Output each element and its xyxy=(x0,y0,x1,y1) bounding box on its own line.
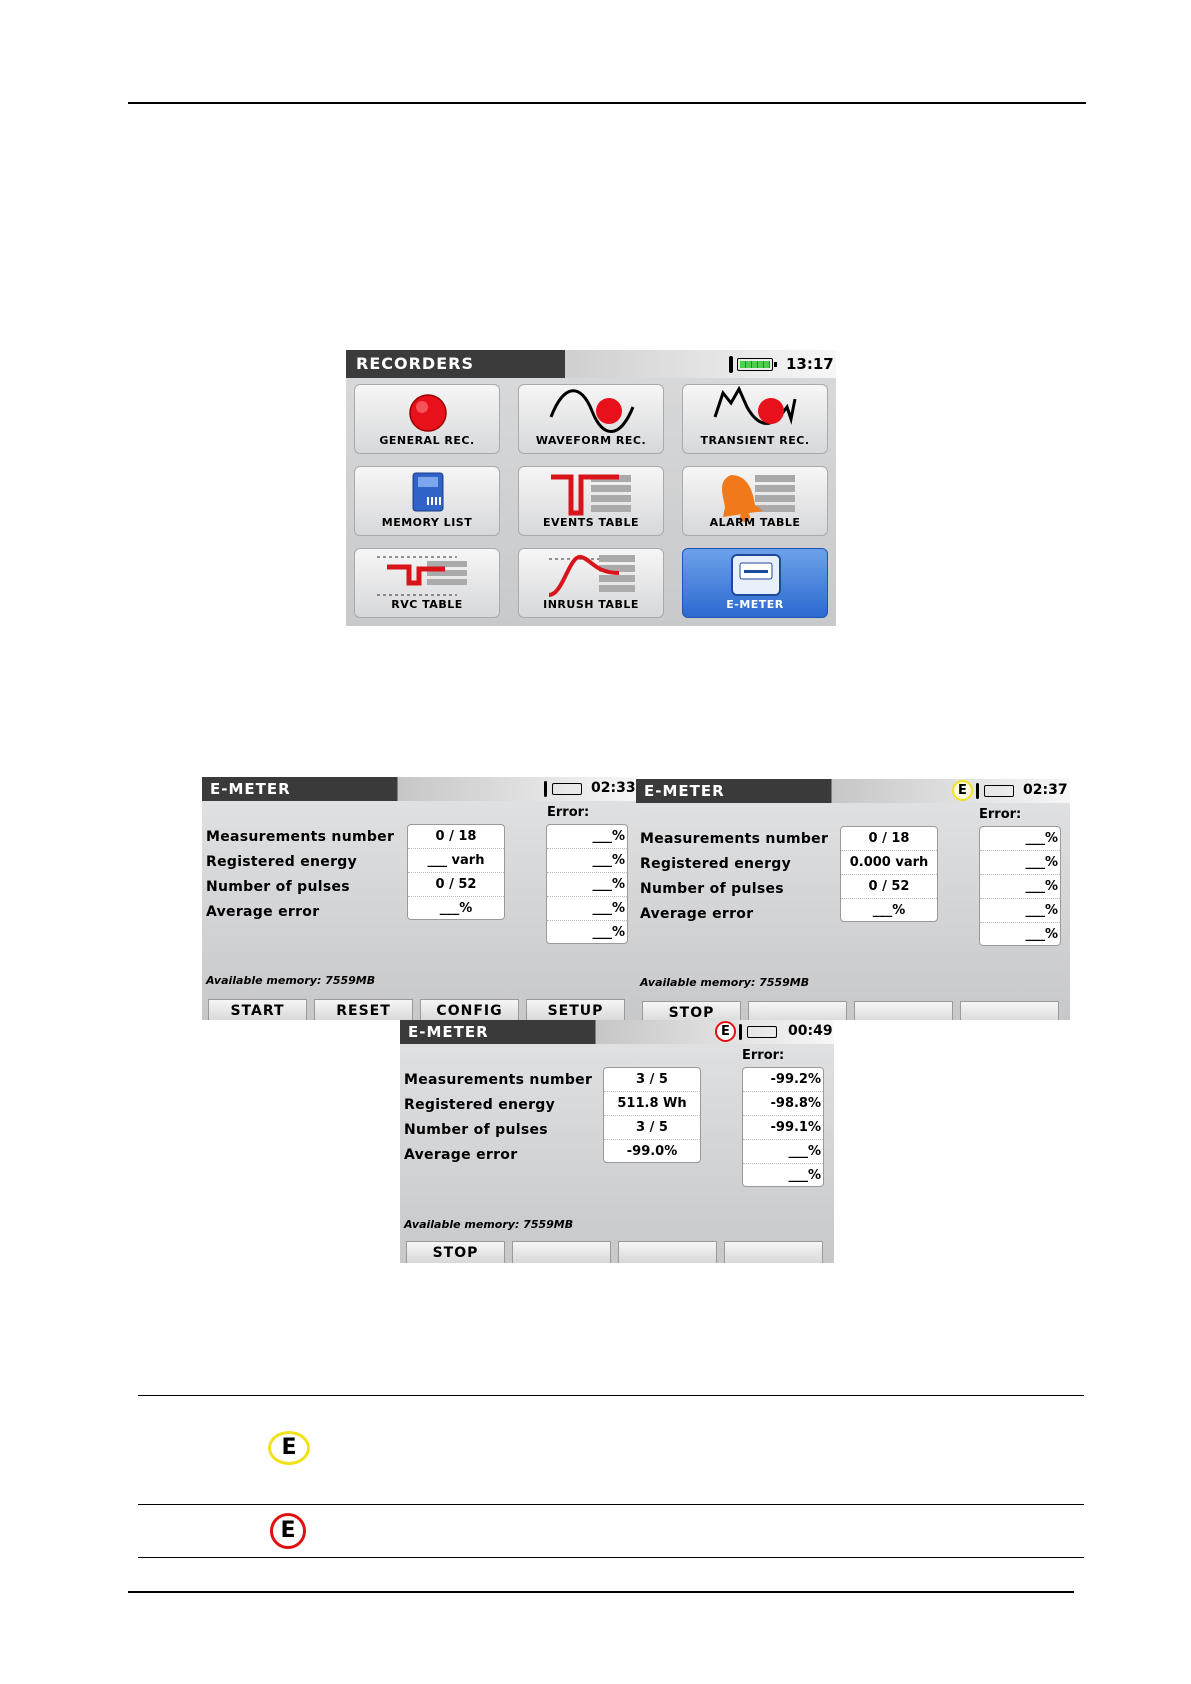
setup-button[interactable]: SETUP xyxy=(526,999,625,1020)
value-cell: 0 / 52 xyxy=(841,875,937,899)
value-cell: ___ varh xyxy=(408,849,504,873)
emeter-clock: 02:37 xyxy=(1023,782,1068,798)
tile-general-rec[interactable] xyxy=(354,384,500,454)
error-cell: -99.1% xyxy=(743,1116,823,1140)
number-of-pulses-label: Number of pulses xyxy=(404,1122,548,1138)
e-status-yellow-icon: E xyxy=(952,780,973,801)
tile-label: EVENTS TABLE xyxy=(542,516,640,529)
plug-icon xyxy=(976,783,979,799)
e-status-red-icon: E xyxy=(715,1021,736,1042)
function-key-3[interactable] xyxy=(618,1241,717,1263)
stop-button[interactable]: STOP xyxy=(406,1241,505,1263)
tile-label: MEMORY LIST xyxy=(381,516,473,529)
emeter-titlebar xyxy=(202,777,636,801)
average-error-label: Average error xyxy=(206,904,320,920)
emeter-title: E-METER xyxy=(408,1023,489,1041)
value-cell: 0 / 18 xyxy=(841,827,937,851)
battery-icon xyxy=(747,1026,777,1038)
emeter-screen-waiting xyxy=(636,779,1070,1020)
error-cell: ___% xyxy=(547,897,627,921)
emeter-clock: 00:49 xyxy=(788,1023,833,1039)
emeter-title: E-METER xyxy=(210,780,291,798)
recorders-clock: 13:17 xyxy=(786,355,834,373)
plug-icon xyxy=(544,781,547,797)
emeter-titlebar xyxy=(636,779,1070,803)
measurements-number-label: Measurements number xyxy=(404,1072,593,1088)
available-memory: Available memory: 7559MB xyxy=(206,974,376,987)
tile-e-meter[interactable] xyxy=(682,548,828,618)
error-cell: ___% xyxy=(547,873,627,897)
start-button[interactable]: START xyxy=(208,999,307,1020)
tile-alarm-table[interactable] xyxy=(682,466,828,536)
error-cell: ___% xyxy=(980,875,1060,899)
emeter-titlebar xyxy=(400,1020,834,1044)
tile-transient-rec[interactable] xyxy=(682,384,828,454)
value-cell: 0 / 18 xyxy=(408,825,504,849)
tile-label: GENERAL REC. xyxy=(379,434,475,447)
measurements-number-label: Measurements number xyxy=(640,831,829,847)
legend-rule-bottom xyxy=(138,1557,1084,1558)
tile-inrush-table[interactable] xyxy=(518,548,664,618)
tile-label: TRANSIENT REC. xyxy=(700,434,810,447)
battery-icon xyxy=(552,783,582,795)
number-of-pulses-label: Number of pulses xyxy=(640,881,784,897)
value-cell: -99.0% xyxy=(626,1144,678,1159)
legend-rule-middle xyxy=(138,1504,1084,1505)
battery-icon xyxy=(737,358,773,371)
error-cell: ___% xyxy=(980,899,1060,923)
registered-energy-label: Registered energy xyxy=(640,856,792,872)
tile-memory-list[interactable] xyxy=(354,466,500,536)
emeter-title: E-METER xyxy=(644,782,725,800)
value-cell: ___% xyxy=(439,901,473,916)
values-box xyxy=(603,1067,701,1163)
number-of-pulses-label: Number of pulses xyxy=(206,879,350,895)
error-cell: ___% xyxy=(547,825,627,849)
tile-label: ALARM TABLE xyxy=(709,516,801,529)
error-label: Error: xyxy=(742,1048,785,1063)
error-cell: ___% xyxy=(592,925,625,940)
tile-label: WAVEFORM REC. xyxy=(535,434,647,447)
error-cell: ___% xyxy=(547,849,627,873)
value-cell: 511.8 Wh xyxy=(604,1092,700,1116)
errors-box xyxy=(979,826,1061,946)
registered-energy-label: Registered energy xyxy=(206,854,358,870)
stop-button[interactable]: STOP xyxy=(642,1001,741,1020)
tile-label: INRUSH TABLE xyxy=(543,598,639,611)
errors-box xyxy=(742,1067,824,1187)
error-cell: ___% xyxy=(1025,927,1058,942)
error-cell: ___% xyxy=(980,851,1060,875)
value-cell: 0.000 varh xyxy=(841,851,937,875)
measurements-number-label: Measurements number xyxy=(206,829,395,845)
values-box xyxy=(840,826,938,922)
plug-icon xyxy=(729,356,733,373)
function-key-4[interactable] xyxy=(960,1001,1059,1020)
values-box xyxy=(407,824,505,920)
tile-label: RVC TABLE xyxy=(391,598,463,611)
errors-box xyxy=(546,824,628,944)
value-cell: ___% xyxy=(872,903,906,918)
error-cell: -99.2% xyxy=(743,1068,823,1092)
plug-icon xyxy=(739,1024,742,1040)
value-cell: 0 / 52 xyxy=(408,873,504,897)
error-cell: ___% xyxy=(743,1140,823,1164)
config-button[interactable]: CONFIG xyxy=(420,999,519,1020)
reset-button[interactable]: RESET xyxy=(314,999,413,1020)
tile-waveform-rec[interactable] xyxy=(518,384,664,454)
function-key-2[interactable] xyxy=(748,1001,847,1020)
available-memory: Available memory: 7559MB xyxy=(404,1218,574,1231)
tile-events-table[interactable] xyxy=(518,466,664,536)
registered-energy-label: Registered energy xyxy=(404,1097,556,1113)
value-cell: 3 / 5 xyxy=(604,1116,700,1140)
recorders-screen xyxy=(346,350,836,626)
emeter-screen-running xyxy=(400,1020,834,1263)
emeter-clock: 02:33 xyxy=(591,780,636,796)
header-rule xyxy=(128,102,1086,104)
function-key-3[interactable] xyxy=(854,1001,953,1020)
average-error-label: Average error xyxy=(404,1147,518,1163)
error-cell: ___% xyxy=(980,827,1060,851)
function-key-4[interactable] xyxy=(724,1241,823,1263)
legend-rule-top xyxy=(138,1395,1084,1396)
available-memory: Available memory: 7559MB xyxy=(640,976,810,989)
function-key-2[interactable] xyxy=(512,1241,611,1263)
emeter-screen-idle xyxy=(202,777,636,1020)
e-status-red-icon: E xyxy=(270,1513,306,1549)
error-cell: -98.8% xyxy=(743,1092,823,1116)
recorders-title: RECORDERS xyxy=(356,354,474,373)
value-cell: 3 / 5 xyxy=(604,1068,700,1092)
footer-rule xyxy=(128,1591,1074,1593)
e-status-yellow-icon: E xyxy=(268,1431,310,1465)
recorders-titlebar xyxy=(346,350,836,378)
tile-label: E-METER xyxy=(726,598,784,611)
battery-icon xyxy=(984,785,1014,797)
error-label: Error: xyxy=(547,805,590,820)
average-error-label: Average error xyxy=(640,906,754,922)
error-cell: ___% xyxy=(788,1168,821,1183)
error-label: Error: xyxy=(979,807,1022,822)
tile-rvc-table[interactable] xyxy=(354,548,500,618)
